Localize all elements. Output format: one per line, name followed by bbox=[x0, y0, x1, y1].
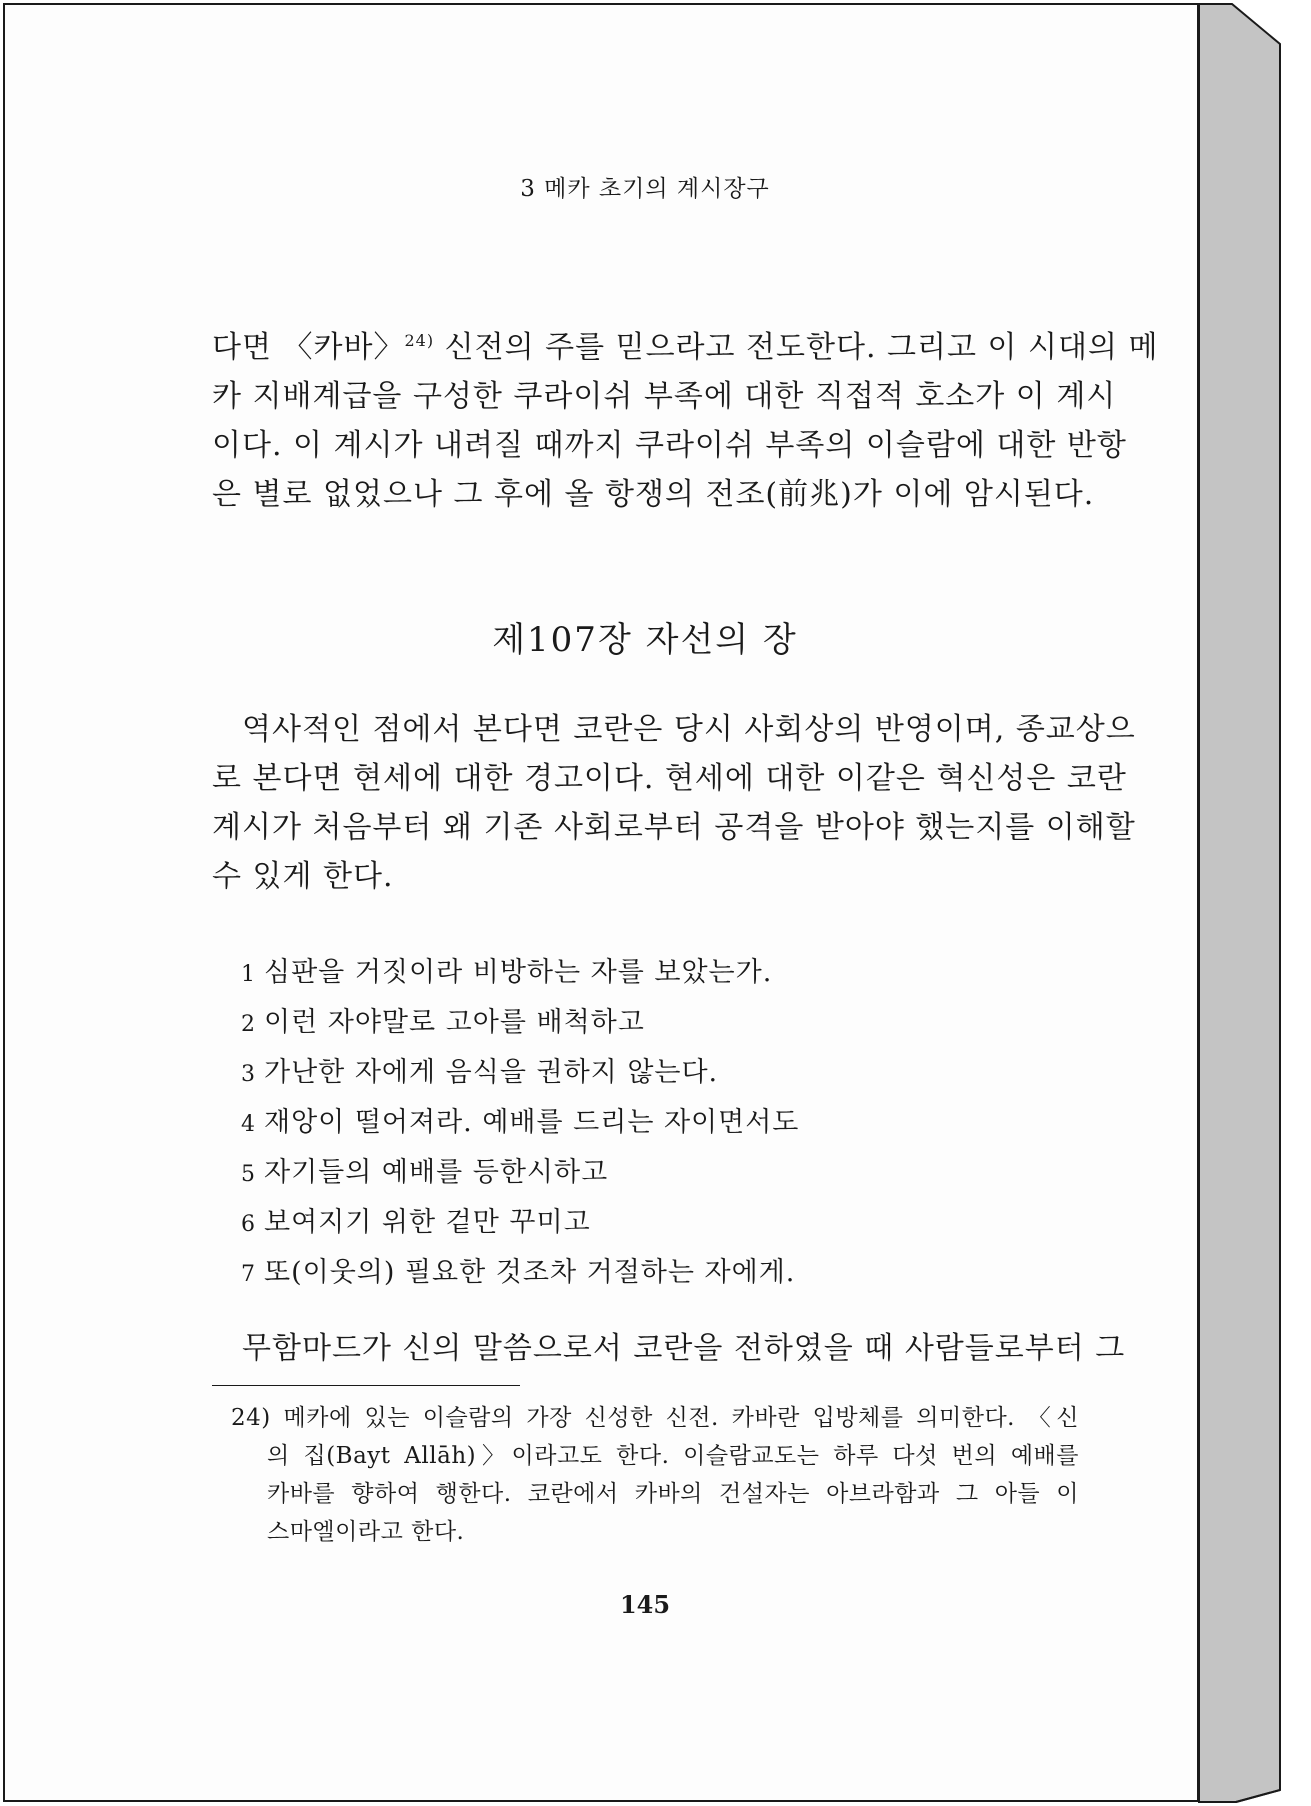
footnote bbox=[231, 1399, 1079, 1551]
verse-number: 2 bbox=[241, 1012, 256, 1037]
verse-item bbox=[241, 1099, 799, 1149]
verse-text: 심판을 거짓이라 비방하는 자를 보았는가. bbox=[264, 957, 773, 988]
paragraph-line bbox=[212, 323, 1159, 372]
closing-paragraph bbox=[212, 1324, 1126, 1373]
verse-item bbox=[241, 1149, 799, 1199]
verse-text: 재앙이 떨어져라. 예배를 드리는 자이면서도 bbox=[264, 1107, 800, 1138]
running-head: 3 메카 초기의 계시장구 bbox=[520, 176, 770, 202]
verse-text: 또(이웃의) 필요한 것조차 거절하는 자에게. bbox=[264, 1257, 796, 1288]
paragraph-line: 무함마드가 신의 말씀으로서 코란을 전하였을 때 사람들로부터 그 bbox=[242, 1331, 1126, 1366]
paragraph-line: 은 별로 없었으나 그 후에 올 항쟁의 전조(前兆)가 이에 암시된다. bbox=[212, 477, 1095, 512]
verse-number: 6 bbox=[241, 1212, 256, 1237]
footnote-line: 스마엘이라고 한다. bbox=[267, 1519, 465, 1545]
footnote-line: 24) 메카에 있는 이슬람의 가장 신성한 신전. 카바란 입방체를 의미한다. 〈신 bbox=[231, 1405, 1079, 1431]
verse-number: 5 bbox=[241, 1162, 256, 1187]
footnote-divider bbox=[212, 1385, 520, 1386]
book-page bbox=[3, 3, 1199, 1802]
footnote-line: 의 집(Bayt Allāh)〉이라고도 한다. 이슬람교도는 하루 다섯 번의 예배를 bbox=[267, 1443, 1079, 1469]
paragraph-line: 카 지배계급을 구성한 쿠라이쉬 부족에 대한 직접적 호소가 이 계시 bbox=[212, 379, 1117, 414]
verse-text: 보여지기 위한 겉만 꾸미고 bbox=[264, 1207, 591, 1238]
footnote-line: 카바를 향하여 행한다. 코란에서 카바의 건설자는 아브라함과 그 아들 이 bbox=[267, 1481, 1079, 1507]
verse-text: 자기들의 예배를 등한시하고 bbox=[264, 1157, 609, 1188]
page-number: 145 bbox=[619, 1590, 671, 1619]
verse-number: 7 bbox=[241, 1262, 256, 1287]
paragraph-line: 로 본다면 현세에 대한 경고이다. 현세에 대한 이같은 혁신성은 코란 bbox=[212, 761, 1127, 796]
paragraph-line: 수 있게 한다. bbox=[212, 859, 394, 894]
verse-item bbox=[241, 1249, 799, 1299]
verse-text: 가난한 자에게 음식을 권하지 않는다. bbox=[264, 1057, 719, 1088]
verse-text: 이런 자야말로 고아를 배척하고 bbox=[264, 1007, 645, 1038]
verse-item bbox=[241, 1049, 799, 1099]
intro-paragraph bbox=[212, 323, 1159, 519]
verse-item bbox=[241, 999, 799, 1049]
verse-item bbox=[241, 949, 799, 999]
paragraph-text: 신전의 주를 믿으라고 전도한다. 그리고 이 시대의 메 bbox=[444, 330, 1159, 365]
paragraph-line: 계시가 처음부터 왜 기존 사회로부터 공격을 받아야 했는지를 이해할 bbox=[212, 810, 1136, 845]
verse-list bbox=[241, 949, 799, 1299]
verse-number: 4 bbox=[241, 1112, 256, 1137]
footnote-ref: 24) bbox=[404, 331, 435, 350]
chapter-paragraph bbox=[212, 705, 1136, 901]
paragraph-line: 역사적인 점에서 본다면 코란은 당시 사회상의 반영이며, 종교상으 bbox=[242, 712, 1136, 747]
chapter-title: 제107장 자선의 장 bbox=[492, 620, 798, 660]
paragraph-text: 다면 〈카바〉 bbox=[212, 330, 405, 365]
paragraph-line: 이다. 이 계시가 내려질 때까지 쿠라이쉬 부족의 이슬람에 대한 반항 bbox=[212, 428, 1127, 463]
verse-item bbox=[241, 1199, 799, 1249]
verse-number: 3 bbox=[241, 1062, 256, 1087]
verse-number: 1 bbox=[241, 962, 256, 987]
